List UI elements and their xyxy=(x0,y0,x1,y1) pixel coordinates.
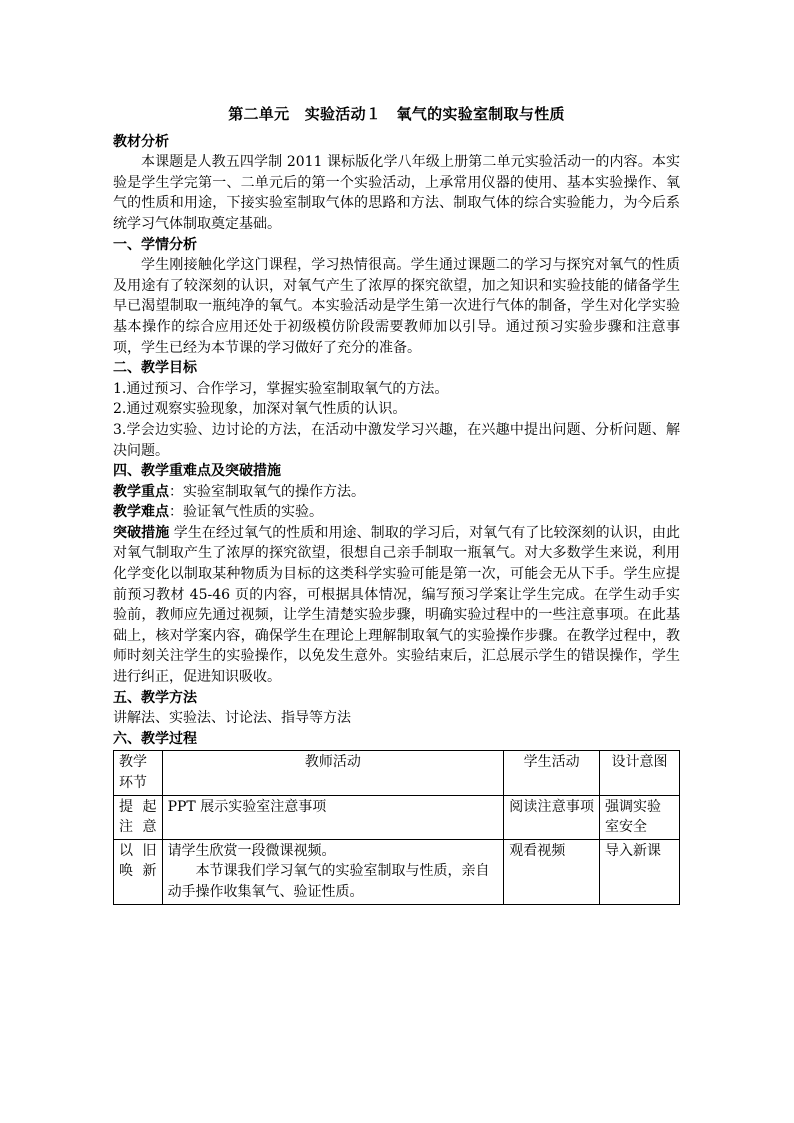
table-header-row xyxy=(114,751,680,795)
measures-label: 突破措施 xyxy=(113,524,170,541)
table-cell: 导入新课 xyxy=(599,839,679,904)
table-row xyxy=(114,795,680,839)
difficulty-label: 教学难点 xyxy=(113,504,169,521)
section-heading-textbook: 教材分析 xyxy=(113,133,169,150)
document-title: 第二单元 实验活动１ 氧气的实验室制取与性质 xyxy=(228,105,565,123)
table-header-cell: 教学环节 xyxy=(114,751,163,795)
measures-text: 学生在经过氧气的性质和用途、制取的学习后，对氧气有了比较深刻的认识，由此对氧气制取产生了浓厚的探究欲望，很想自己亲手制取一瓶氧气。对大多数学生来说，利用化学变化以制取某种物质为目标的这类科学实验可能是第一次，可能会无从下手。学生应提前预习教材 45-46 页的内容，可根据具体情况，编写预习学案让学生完成。在学生动手实验前，教师应先通过视频，让学生清楚实验步骤，明确实验过程中的一些注意事项。在此基础上，核对学案内容，确保学生在理论上理解制取氧气的实验操作步骤。在教学过程中，教师时刻关注学生的实验操作，以免发生意外。实验结束后，汇总展示学生的错误操作，学生进行纠正，促进知识吸收。 xyxy=(113,524,681,686)
objective-item: 3.学会边实验、边讨论的方法，在活动中激发学习兴趣，在兴趣中提出问题、分析问题、解决问题。 xyxy=(113,421,680,459)
table-cell xyxy=(162,839,504,904)
section-heading-objectives: 二、教学目标 xyxy=(113,360,197,377)
measures-paragraph xyxy=(113,523,680,688)
objective-item: 2.通过观察实验现象，加深对氧气性质的认识。 xyxy=(113,401,407,418)
teaching-process-table xyxy=(113,750,680,904)
document-page xyxy=(113,104,680,905)
teacher-activity-line: 本节课我们学习氧气的实验室制取与性质，亲自动手操作收集氧气、验证性质。 xyxy=(167,863,490,900)
table-cell: 强调实验室安全 xyxy=(599,795,679,839)
table-header-cell: 教师活动 xyxy=(162,751,504,795)
objective-item: 1.通过预习、合作学习，掌握实验室制取氧气的方法。 xyxy=(113,380,449,397)
table-header-cell: 学生活动 xyxy=(504,751,600,795)
paragraph-textbook-analysis: 本课题是人教五四学制 2011 课标版化学八年级上册第二单元实验活动一的内容。本实验是学生学完第一、二单元后的第一个实验活动，上承常用仪器的使用、基本实验操作、氧气的性质和用途，下接实验室制取气体的思路和方法、制取气体的综合实验能力，为今后系统学习气体制取奠定基础。 xyxy=(113,154,680,232)
key-point-line xyxy=(113,482,680,503)
section-heading-student-analysis: 一、学情分析 xyxy=(113,236,197,253)
table-cell: 阅读注意事项 xyxy=(504,795,600,839)
table-row xyxy=(114,839,680,904)
table-cell: 观看视频 xyxy=(504,839,600,904)
difficulty-text: ：验证氧气性质的实验。 xyxy=(169,504,323,521)
key-point-label: 教学重点 xyxy=(113,483,169,500)
section-heading-process: 六、教学过程 xyxy=(113,730,197,747)
teacher-activity-line: 请学生欣赏一段微课视频。 xyxy=(167,842,336,859)
paragraph-student-analysis: 学生刚接触化学这门课程，学习热情很高。学生通过课题二的学习与探究对氧气的性质及用途有了较深刻的认识，对氧气产生了浓厚的探究欲望，加之知识和实验技能的储备学生早已渴望制取一瓶纯净的氧气。本实验活动是学生第一次进行气体的制备，学生对化学实验基本操作的综合应用还处于初级模仿阶段需要教师加以引导。通过预习实验步骤和注意事项，学生已经为本节课的学习做好了充分的准备。 xyxy=(113,257,680,356)
key-point-text: ：实验室制取氧气的操作方法。 xyxy=(169,483,365,500)
table-header-cell: 设计意图 xyxy=(599,751,679,795)
section-heading-methods: 五、教学方法 xyxy=(113,689,197,706)
table-cell: PPT 展示实验室注意事项 xyxy=(162,795,504,839)
difficulty-line xyxy=(113,502,680,523)
methods-text: 讲解法、实验法、讨论法、指导等方法 xyxy=(113,710,351,727)
table-cell: 以旧唤新 xyxy=(114,839,163,904)
table-cell: 提起注意 xyxy=(114,795,163,839)
section-heading-key-points: 四、教学重难点及突破措施 xyxy=(113,463,281,480)
